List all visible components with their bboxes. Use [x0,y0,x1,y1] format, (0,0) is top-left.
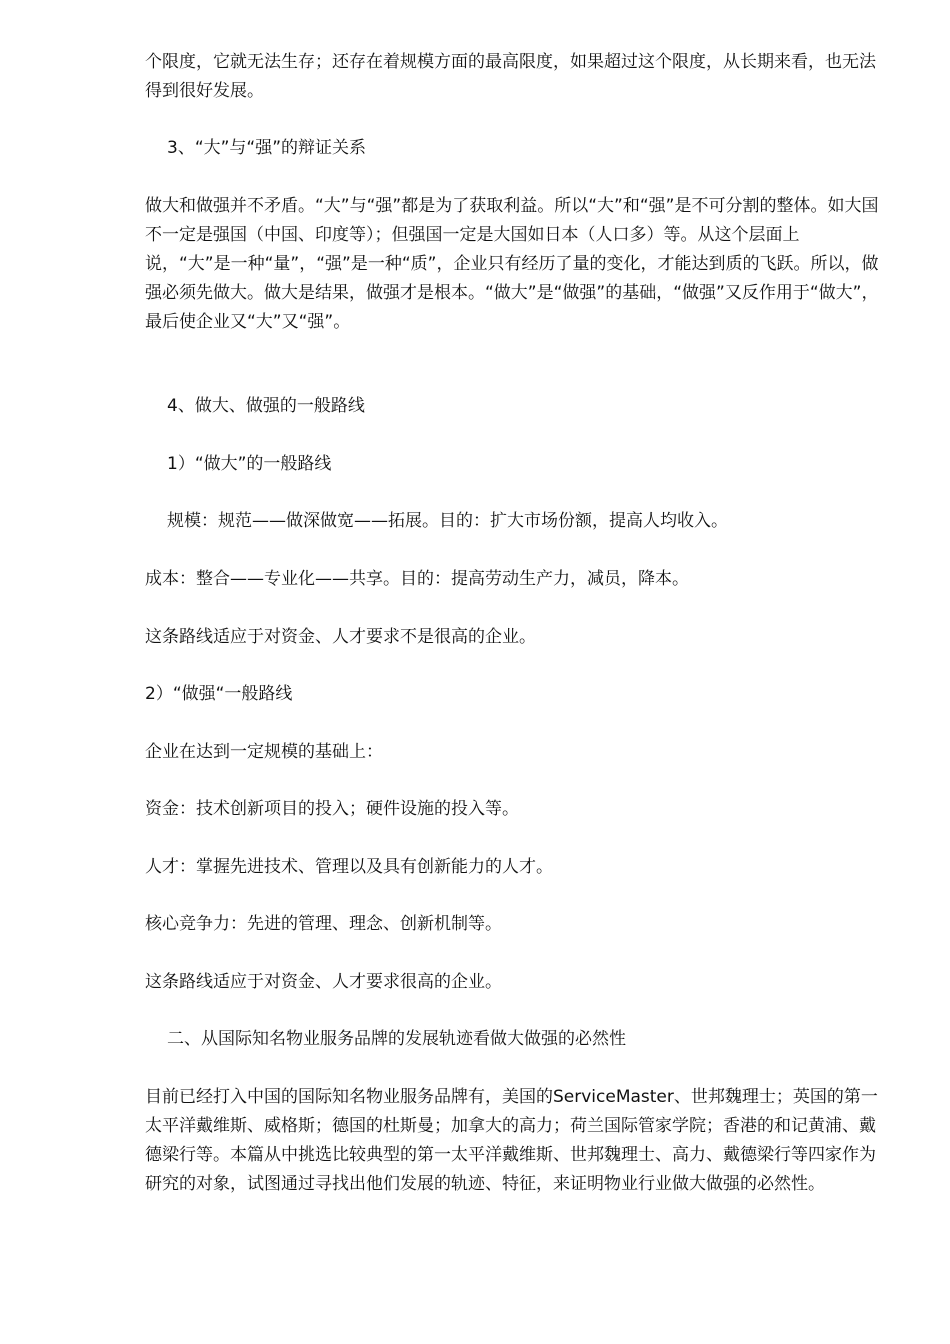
subheading-strong-route: 2）“做强“一般路线 [145,684,293,704]
paragraph-strong-route-applicability: 这条路线适应于对资金、人才要求很高的企业。 [145,972,502,992]
paragraph-talent: 人才：掌握先进技术、管理以及具有创新能力的人才。 [145,857,553,877]
section-heading-3: 3、“大”与“强”的辩证关系 [167,138,367,158]
paragraph-scale: 规模：规范——做深做宽——拓展。目的：扩大市场份额，提高人均收入。 [167,511,728,531]
paragraph-big-route-applicability: 这条路线适应于对资金、人才要求不是很高的企业。 [145,627,536,647]
paragraph-strong-basis: 企业在达到一定规模的基础上： [145,742,383,762]
paragraph-dialectic: 做大和做强并不矛盾。“大”与“强”都是为了获取利益。所以“大”和“强”是不可分割的整体。如大国不一定是强国（中国、印度等）；但强国一定是大国如日本（人口多）等。从这个层面上说，“大”是一种“量”，“强”是一种“质”，企业只有经历了量的变化，才能达到质的飞跃。所以，做强必须先做大。做大是结果，做强才是根本。“做大”是“做强”的基础，“做强”又反作用于“做大”，最后使企业又“大”又“强”。 [145,196,879,332]
paragraph-international-brands: 目前已经打入中国的国际知名物业服务品牌有，美国的ServiceMaster、世邦魏理士；英国的第一太平洋戴维斯、威格斯；德国的杜斯曼；加拿大的高力；荷兰国际管家学院；香港的和记黄浦、戴德梁行等。本篇从中挑选比较典型的第一太平洋戴维斯、世邦魏理士、高力、戴德梁行等四家作为研究的对象，试图通过寻找出他们发展的轨迹、特征，来证明物业行业做大做强的必然性。 [145,1087,878,1194]
paragraph-intro-continuation: 个限度，它就无法生存；还存在着规模方面的最高限度，如果超过这个限度，从长期来看，也无法得到很好发展。 [145,52,876,101]
section-heading-4: 4、做大、做强的一般路线 [167,396,365,416]
subheading-big-route: 1）“做大”的一般路线 [167,454,332,474]
paragraph-capital: 资金：技术创新项目的投入；硬件设施的投入等。 [145,799,519,819]
section-heading-two: 二、从国际知名物业服务品牌的发展轨迹看做大做强的必然性 [167,1029,626,1049]
paragraph-cost: 成本：整合——专业化——共享。目的：提高劳动生产力，减员，降本。 [145,569,689,589]
paragraph-core-competence: 核心竞争力：先进的管理、理念、创新机制等。 [145,914,502,934]
